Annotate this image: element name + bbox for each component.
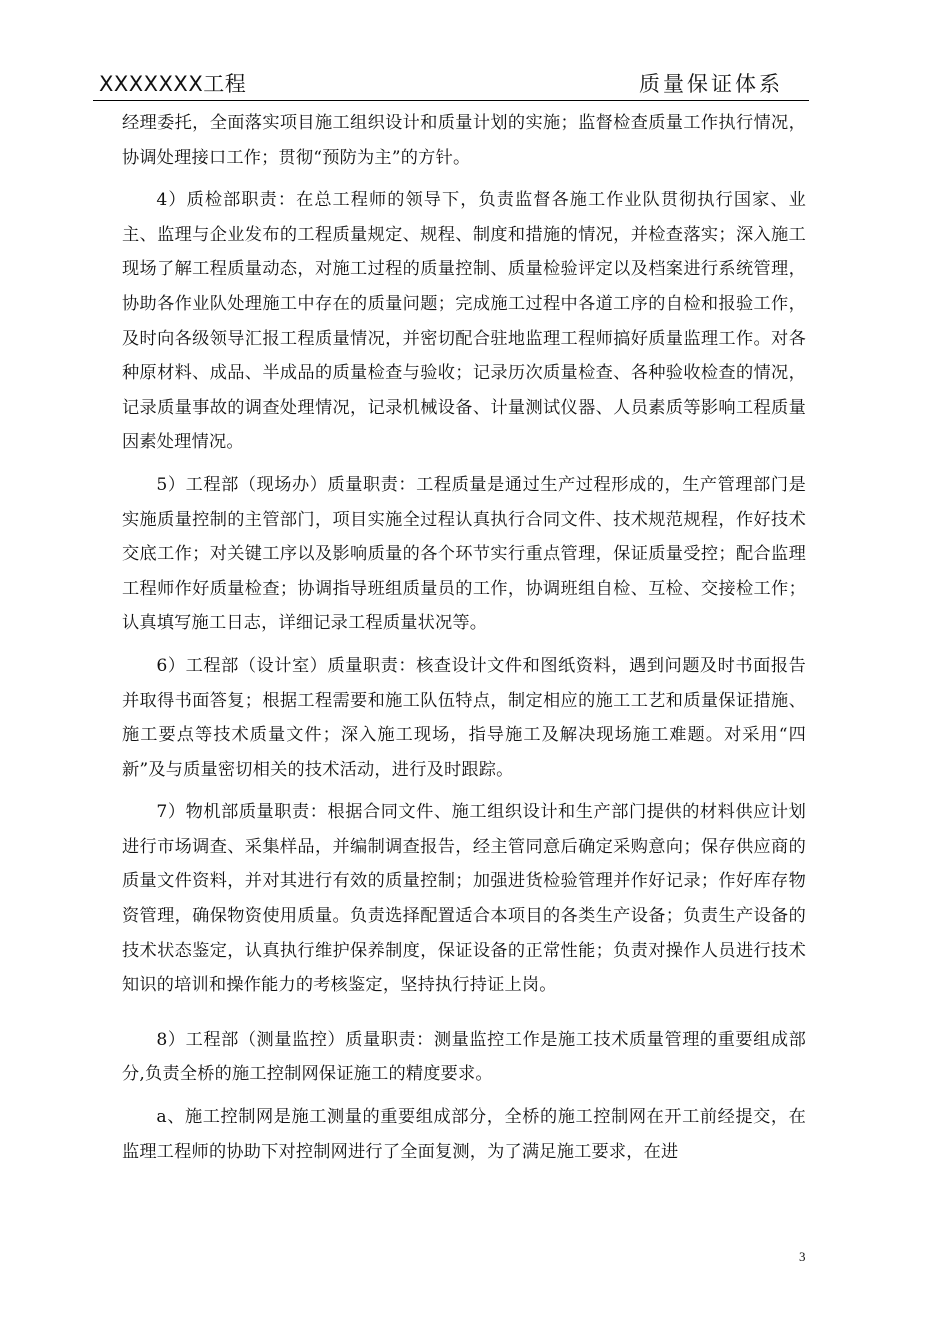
paragraph-quality-inspection-duties: 4）质检部职责：在总工程师的领导下，负责监督各施工作业队贯彻执行国家、业主、监理与企业发布的工程质量规定、规程、制度和措施的情况，并检查落实；深入施工现场了解工程质量动态，对施工过程的质量控制、质量检验评定以及档案进行系统管理，协助各作业队处理施工中存在的质量问题；完成施工过程中各道工序的自检和报验工作，及时向各级领导汇报工程质量情况，并密切配合驻地监理工程师搞好质量监理工作。对各种原材料、成品、半成品的质量检查与验收；记录历次质量检查、各种验收检查的情况，记录质量事故的调查处理情况，记录机械设备、计量测试仪器、人员素质等影响工程质量因素处理情况。 (122, 190, 806, 453)
page-header (93, 64, 809, 101)
page-number: 3 (799, 1249, 806, 1264)
paragraph-survey-monitoring-duties: 8）工程部（测量监控）质量职责：测量监控工作是施工技术质量管理的重要组成部分,负责全桥的施工控制网保证施工的精度要求。 (122, 1029, 806, 1085)
paragraph-materials-machinery-duties: 7）物机部质量职责：根据合同文件、施工组织设计和生产部门提供的材料供应计划进行市场调查、采集样品，并编制调查报告，经主管同意后确定采购意向；保存供应商的质量文件资料，并对其进行有效的质量控制；加强进货检验管理并作好记录；作好库存物资管理，确保物资使用质量。负责选择配置适合本项目的各类生产设备；负责生产设备的技术状态鉴定，认真执行维护保养制度，保证设备的正常性能；负责对操作人员进行技术知识的培训和操作能力的考核鉴定，坚持执行持证上岗。 (122, 802, 806, 996)
paragraph-control-network: a、施工控制网是施工测量的重要组成部分，全桥的施工控制网在开工前经提交，在监理工程师的协助下对控制网进行了全面复测，为了满足施工要求，在进 (122, 1107, 806, 1162)
header-section-title: 质量保证体系 (639, 72, 783, 96)
paragraph-engineering-site-office-duties: 5）工程部（现场办）质量职责：工程质量是通过生产过程形成的，生产管理部门是实施质量控制的主管部门，项目实施全过程认真执行合同文件、技术规范规程，作好技术交底工作；对关键工序以及影响质量的各个环节实行重点管理，保证质量受控；配合监理工程师作好质量检查；协调指导班组质量员的工作，协调班组自检、互检、交接检工作；认真填写施工日志，详细记录工程质量状况等。 (122, 474, 806, 634)
document-body (122, 106, 806, 1169)
header-project-title: XXXXXXX工程 (99, 72, 247, 96)
paragraph-continuation: 经理委托，全面落实项目施工组织设计和质量计划的实施；监督检查质量工作执行情况，协调处理接口工作；贯彻“预防为主”的方针。 (122, 113, 806, 168)
paragraph-design-office-duties: 6）工程部（设计室）质量职责：核查设计文件和图纸资料，遇到问题及时书面报告并取得书面答复；根据工程需要和施工队伍特点，制定相应的施工工艺和质量保证措施、施工要点等技术质量文件；深入施工现场，指导施工及解决现场施工难题。对采用“四新”及与质量密切相关的技术活动，进行及时跟踪。 (122, 655, 806, 780)
